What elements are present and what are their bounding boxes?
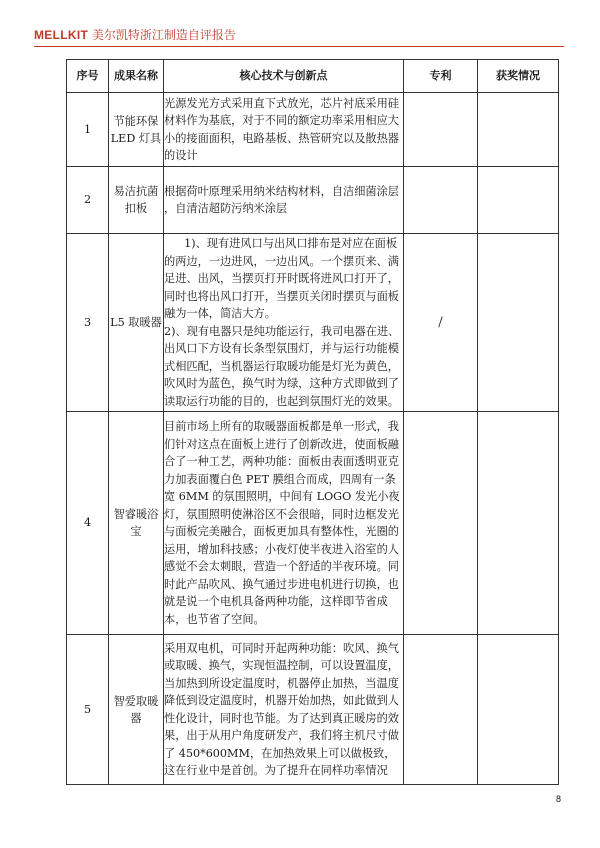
row-award — [478, 635, 559, 785]
core-paragraph: 1)、现有进风口与出风口排布是对应在面板的两边，一边进风，一边出风。一个摆页来、满足进、出风，当摆页打开时既将进风口打开了，同时也将出风口打开，当摆页关闭时摆页与面板融为一体，简洁大方。 — [164, 237, 399, 320]
header-title: 美尔凯特浙江制造自评报告 — [88, 28, 236, 42]
table-row — [67, 412, 559, 635]
row-award — [478, 412, 559, 635]
row-award — [478, 93, 559, 167]
header-name: 成果名称 — [109, 60, 164, 93]
core-paragraph: 光源发光方式采用直下式放光，芯片衬底采用硅材料作为基底，对于不同的额定功率采用相应大小的接面面积，电路基板、热管研究以及散热器的设计 — [164, 96, 399, 162]
row-patent — [404, 93, 478, 167]
header-no: 序号 — [67, 60, 109, 93]
row-award — [478, 167, 559, 234]
table-row — [67, 234, 559, 412]
row-patent — [404, 635, 478, 785]
table-row — [67, 635, 559, 785]
patent-slash: / — [438, 314, 443, 330]
row-core — [164, 234, 404, 412]
row-no: 2 — [67, 167, 109, 234]
table-row — [67, 167, 559, 234]
row-core — [164, 412, 404, 635]
header-brand: MELLKIT — [34, 28, 89, 42]
row-name: 易洁抗菌扣板 — [109, 167, 164, 234]
row-patent — [404, 167, 478, 234]
row-no: 5 — [67, 635, 109, 785]
row-core — [164, 635, 404, 785]
header-award: 获奖情况 — [478, 60, 559, 93]
row-patent — [404, 412, 478, 635]
row-core — [164, 167, 404, 234]
row-name: 节能环保 LED 灯具 — [109, 93, 164, 167]
row-no: 4 — [67, 412, 109, 635]
core-paragraph: 根据荷叶原理采用纳米结构材料，自洁细菌涂层 ，自清洁超防污纳米涂层 — [164, 184, 399, 215]
header-patent: 专利 — [404, 60, 478, 93]
row-name: 智睿暖浴宝 — [109, 412, 164, 635]
header-core: 核心技术与创新点 — [164, 60, 404, 93]
header-rule — [34, 46, 564, 47]
row-core — [164, 93, 404, 167]
row-name: 智爱取暖器 — [109, 635, 164, 785]
row-name: L5 取暖器 — [109, 234, 164, 412]
row-patent — [404, 234, 478, 412]
table-header-row — [67, 60, 559, 93]
core-paragraph: 2)、现有电器只是纯功能运行，我司电器在进、出风口下方设有长条型氛围灯，并与运行功能模式相匹配，当机器运行取暖功能是灯光为黄色，吹风时为蓝色，换气时为绿，这种方式即做到了读取运行功能的目的，也起到氛围灯光的效果。 — [164, 324, 400, 408]
row-no: 1 — [67, 93, 109, 167]
page-number: 8 — [556, 794, 562, 804]
row-no: 3 — [67, 234, 109, 412]
achievements-table — [66, 59, 559, 785]
page-header — [34, 24, 564, 46]
row-award — [478, 234, 559, 412]
table-row — [67, 93, 559, 167]
core-paragraph: 采用双电机，可同时开起两种功能：吹风、换气或取暖、换气，实现恒温控制，可以设置温度，当加热到所设定温度时，机器停止加热，当温度降低到设定温度时，机器开始加热，如此做到人性化设计，同时也节能。为了达到真正暖房的效果，出于从用户角度研发产，我们将主机尺寸做了 450*600MM，在加热效果上可以做极致，这在行业中是首创。为了提升在同样功率情况 — [164, 641, 399, 777]
core-paragraph: 目前市场上所有的取暖器面板都是单一形式，我们针对这点在面板上进行了创新改进，使面板融合了一种工艺，两种功能：面板由表面透明亚克力加表面覆白色 PET 膜组合而成，四周有一条宽 6MM 的氛围照明，中间有 LOGO 发光小夜灯，氛围照明使淋浴区不会很暗，同时边框发光与面板完美融合，面板更加具有整体性，光圈的运用，增加科技感；小夜灯使半夜进入浴室的人感觉不会太刺眼，营造一个舒适的半夜环境。同时此产品吹风、换气通过步进电机进行切换，也就是说一个电机具备两种功能，这样即节省成本，也节省了空间。 — [164, 420, 400, 626]
